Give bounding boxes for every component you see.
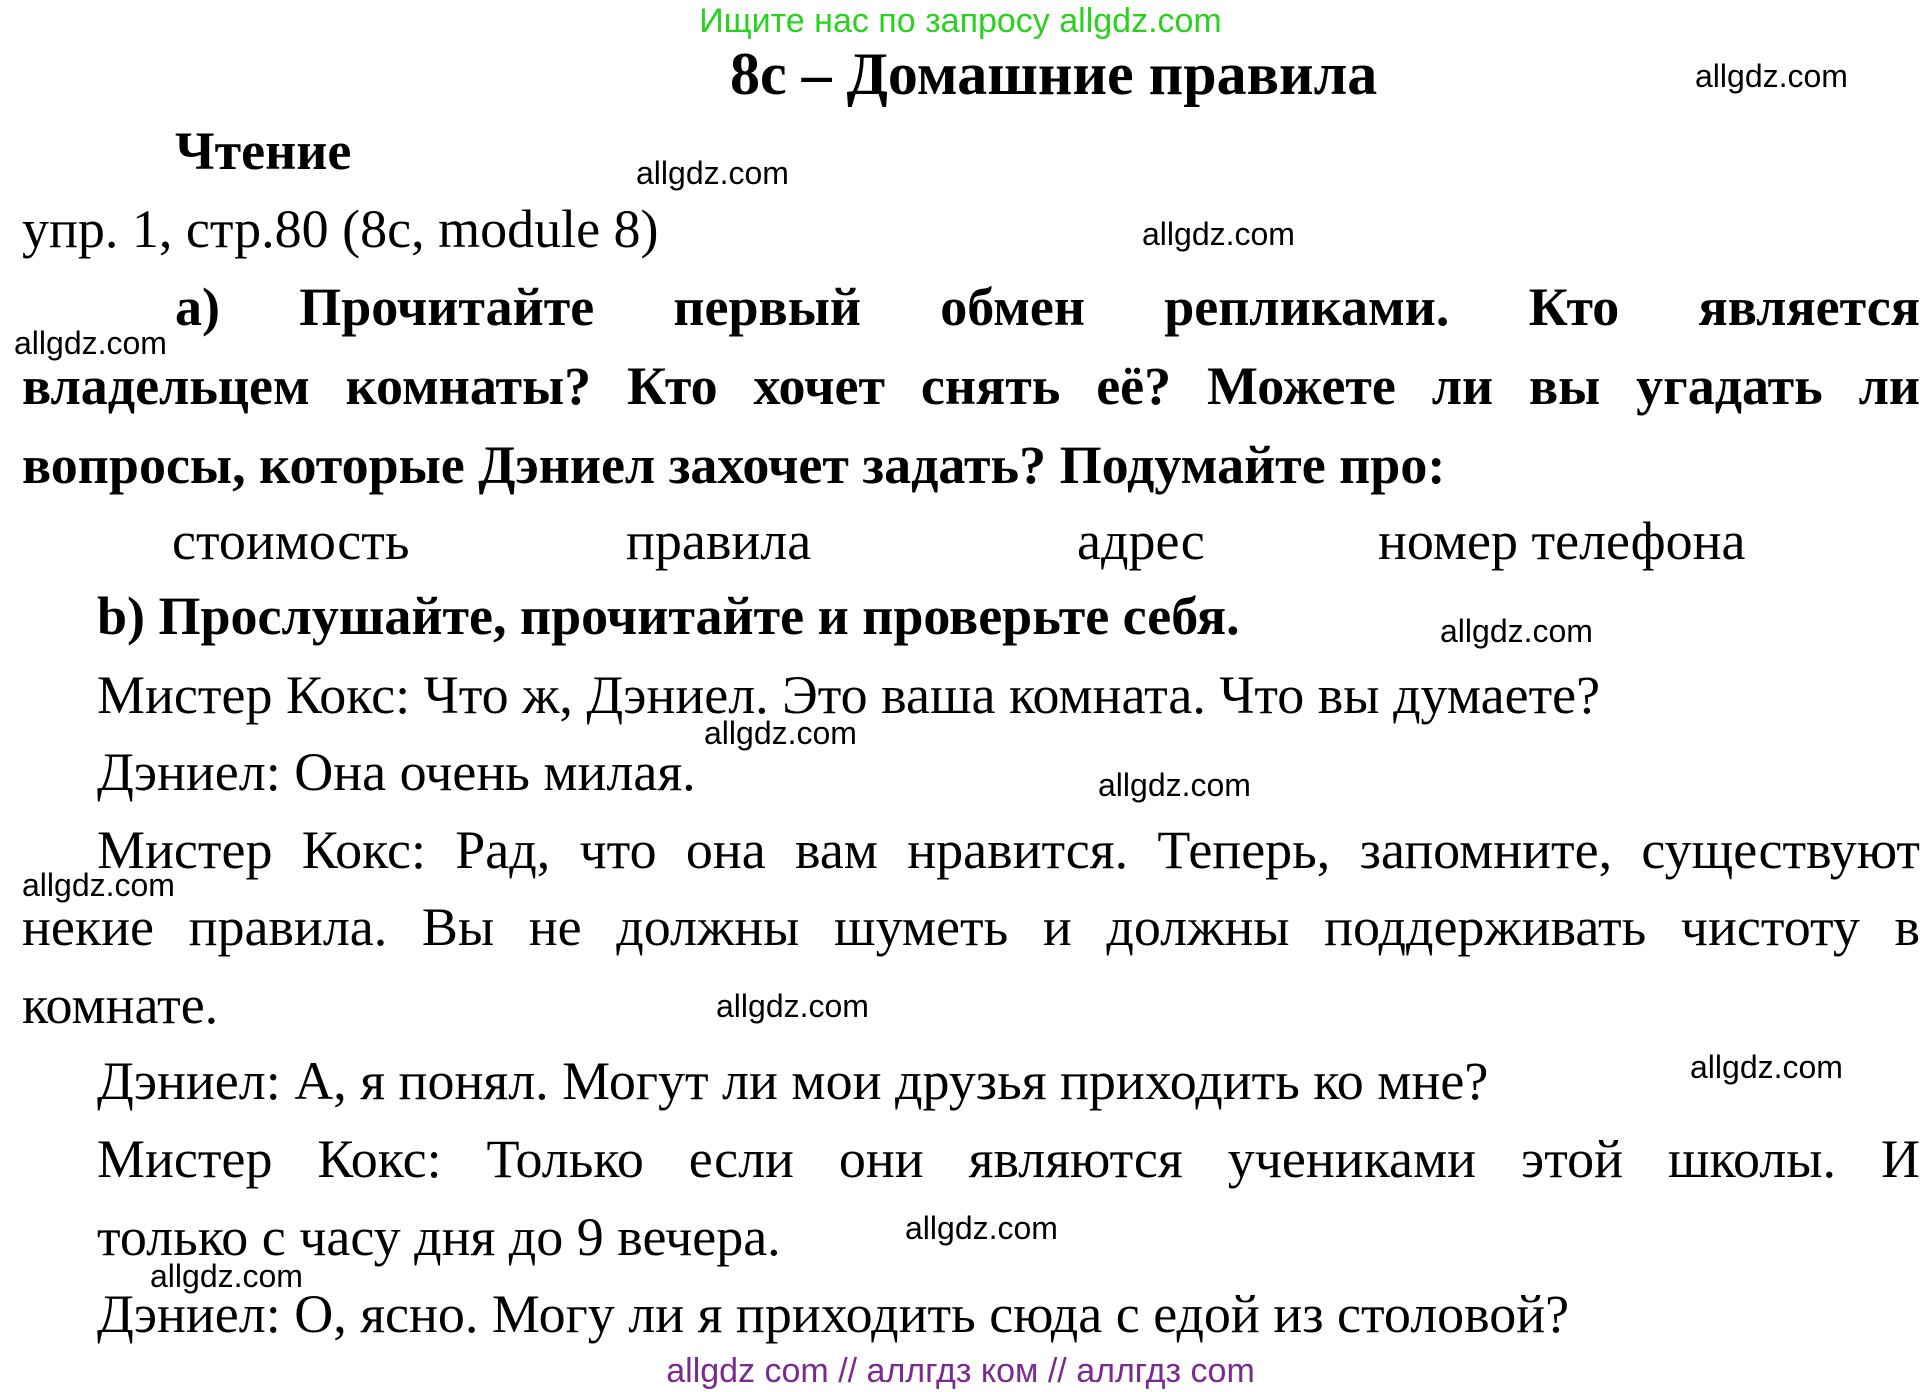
task-a-line-1: а) Прочитайте первый обмен репликами. Кто является <box>175 277 1920 337</box>
task-a-line-2: владельцем комнаты? Кто хочет снять её? Можете ли вы угадать ли <box>22 356 1920 416</box>
watermark: allgdz.com <box>716 988 869 1024</box>
dialogue-line: только с часу дня до 9 вечера. <box>97 1207 781 1267</box>
dialogue-line: Дэниел: Она очень милая. <box>97 742 696 802</box>
watermark: allgdz.com <box>905 1210 1058 1246</box>
task-b-heading: b) Прослушайте, прочитайте и проверьте себя. <box>97 586 1240 646</box>
watermark: allgdz.com <box>150 1258 303 1294</box>
dialogue-line: Мистер Кокс: Только если они являются учениками этой школы. И <box>97 1129 1920 1189</box>
topic-cost: стоимость <box>172 511 410 571</box>
watermark: allgdz.com <box>14 325 167 361</box>
watermark: allgdz.com <box>1098 767 1251 803</box>
task-a-line-3: вопросы, которые Дэниел захочет задать? Подумайте про: <box>22 435 1446 495</box>
watermark: allgdz.com <box>704 715 857 751</box>
watermark: allgdz.com <box>1695 58 1848 94</box>
bottom-banner: allgdz com // аллгдз ком // аллгдз com <box>666 1352 1255 1390</box>
exercise-reference: упр. 1, стр.80 (8c, module 8) <box>22 199 659 259</box>
top-banner: Ищите нас по запросу allgdz.com <box>699 2 1222 40</box>
dialogue-line: Дэниел: А, я понял. Могут ли мои друзья приходить ко мне? <box>97 1051 1489 1111</box>
watermark: allgdz.com <box>1440 613 1593 649</box>
watermark: allgdz.com <box>1142 216 1295 252</box>
dialogue-line: Мистер Кокс: Рад, что она вам нравится. Теперь, запомните, существуют <box>97 820 1920 880</box>
dialogue-line: Мистер Кокс: Что ж, Дэниел. Это ваша комната. Что вы думаете? <box>97 665 1601 725</box>
topic-rules: правила <box>626 511 812 571</box>
section-heading: Чтение <box>175 121 352 181</box>
watermark: allgdz.com <box>636 155 789 191</box>
topic-address: адрес <box>1077 511 1205 571</box>
dialogue-line: Дэниел: О, ясно. Могу ли я приходить сюда с едой из столовой? <box>97 1284 1570 1344</box>
page-title: 8c – Домашние правила <box>730 41 1378 107</box>
watermark: allgdz.com <box>1690 1049 1843 1085</box>
topic-phone-number: номер телефона <box>1378 511 1746 571</box>
dialogue-line: некие правила. Вы не должны шуметь и должны поддерживать чистоту в <box>22 897 1920 957</box>
watermark: allgdz.com <box>22 867 175 903</box>
dialogue-line: комнате. <box>22 975 219 1035</box>
